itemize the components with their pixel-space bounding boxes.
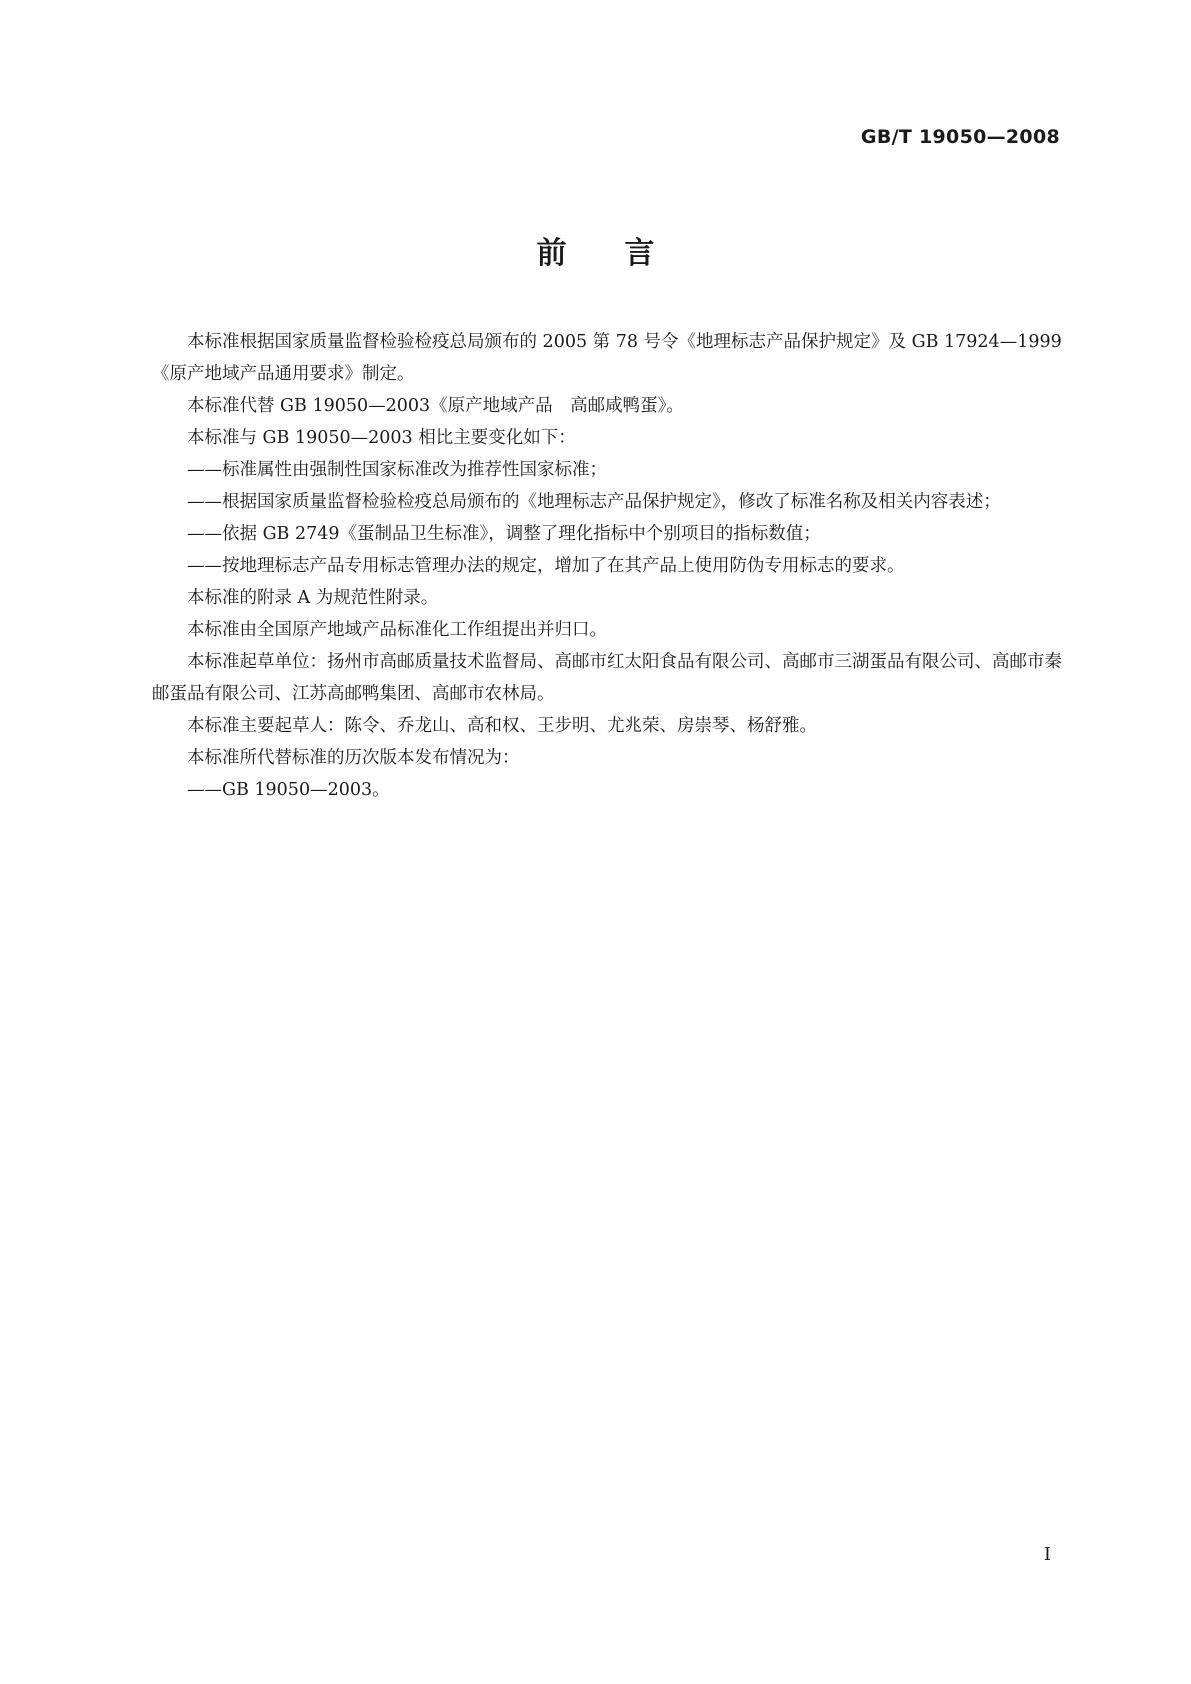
list-item (152, 454, 1062, 486)
paragraph-history-intro: 本标准所代替标准的历次版本发布情况为： (187, 748, 520, 768)
paragraph-proposer: 本标准由全国原产地域产品标准化工作组提出并归口。 (187, 620, 607, 640)
foreword-body (152, 326, 1062, 806)
list-item-text: 按地理标志产品专用标志管理办法的规定，增加了在其产品上使用防伪专用标志的要求。 (222, 556, 905, 576)
list-dash: —— (187, 460, 222, 480)
list-item-text: 依据 GB 2749《蛋制品卫生标准》，调整了理化指标中个别项目的指标数值； (222, 524, 821, 544)
paragraph-drafters: 本标准主要起草人：陈令、乔龙山、高和权、王步明、尤兆荣、房崇琴、杨舒雅。 (187, 716, 817, 736)
list-item-text: GB 19050—2003。 (222, 780, 390, 800)
list-item (152, 774, 1062, 806)
paragraph-basis: 本标准根据国家质量监督检验检疫总局颁布的 2005 第 78 号令《地理标志产品保护规定》及 GB 17924—1999《原产地域产品通用要求》制定。 (152, 332, 1062, 384)
list-item (152, 486, 1062, 518)
paragraph-annex: 本标准的附录 A 为规范性附录。 (187, 588, 439, 608)
standard-number: GB/T 19050—2008 (860, 126, 1060, 148)
list-dash: —— (187, 524, 222, 544)
list-dash: —— (187, 780, 222, 800)
paragraph-changes-intro: 本标准与 GB 19050—2003 相比主要变化如下： (187, 428, 576, 448)
paragraph-drafting-units: 本标准起草单位：扬州市高邮质量技术监督局、高邮市红太阳食品有限公司、高邮市三湖蛋品有限公司、高邮市秦邮蛋品有限公司、江苏高邮鸭集团、高邮市农林局。 (152, 652, 1062, 704)
list-dash: —— (187, 556, 222, 576)
paragraph-replaces: 本标准代替 GB 19050—2003《原产地域产品 高邮咸鸭蛋》。 (187, 396, 684, 416)
list-item (152, 518, 1062, 550)
list-dash: —— (187, 492, 222, 512)
page-title: 前言 (536, 236, 713, 271)
list-item (152, 550, 1062, 582)
page-number: Ⅰ (1043, 1544, 1051, 1565)
list-item-text: 标准属性由强制性国家标准改为推荐性国家标准； (222, 460, 607, 480)
list-item-text: 根据国家质量监督检验检疫总局颁布的《地理标志产品保护规定》，修改了标准名称及相关内容表述； (222, 492, 1001, 512)
